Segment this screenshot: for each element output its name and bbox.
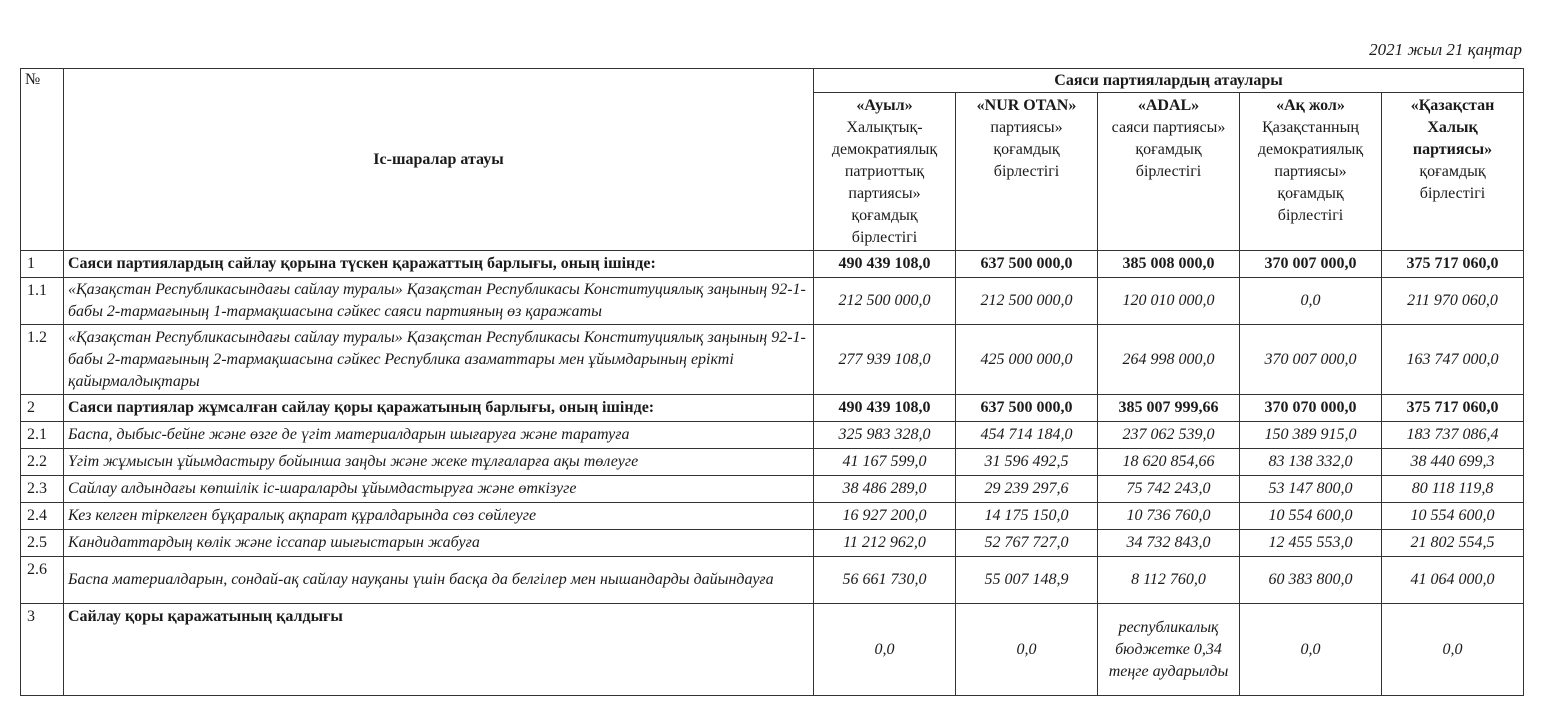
value-cell: 375 717 060,0 — [1382, 251, 1524, 278]
value-cell: 11 212 962,0 — [814, 530, 956, 557]
value-cell: 277 939 108,0 — [814, 325, 956, 395]
value-cell: 150 389 915,0 — [1240, 422, 1382, 449]
row-number: 1.2 — [21, 325, 64, 395]
table-row — [21, 476, 1524, 503]
value-cell: 10 554 600,0 — [1240, 503, 1382, 530]
table-row — [21, 422, 1524, 449]
value-cell: 183 737 086,4 — [1382, 422, 1524, 449]
row-label: Саяси партиялардың сайлау қорына түскен қаражаттың барлығы, оның ішінде: — [64, 251, 814, 278]
value-cell: 41 167 599,0 — [814, 449, 956, 476]
col-events-header: Іс-шаралар атауы — [64, 69, 814, 251]
value-cell: 10 554 600,0 — [1382, 503, 1524, 530]
value-cell: 31 596 492,5 — [956, 449, 1098, 476]
row-number: 2.5 — [21, 530, 64, 557]
table-row — [21, 278, 1524, 325]
value-cell: 264 998 000,0 — [1098, 325, 1240, 395]
value-cell: 38 486 289,0 — [814, 476, 956, 503]
row-label: Кез келген тіркелген бұқаралық ақпарат құралдарында сөз сөйлеуге — [64, 503, 814, 530]
value-cell: 454 714 184,0 — [956, 422, 1098, 449]
table-row — [21, 395, 1524, 422]
row-number: 2.4 — [21, 503, 64, 530]
value-cell: 375 717 060,0 — [1382, 395, 1524, 422]
value-cell: 637 500 000,0 — [956, 395, 1098, 422]
value-cell: 385 007 999,66 — [1098, 395, 1240, 422]
party-header-adal: «ADAL» саяси партиясы» қоғамдық бірлестігі — [1098, 93, 1240, 251]
value-cell: 490 439 108,0 — [814, 395, 956, 422]
value-cell: 0,0 — [1240, 604, 1382, 696]
value-cell: 212 500 000,0 — [956, 278, 1098, 325]
value-cell: 211 970 060,0 — [1382, 278, 1524, 325]
value-cell: 637 500 000,0 — [956, 251, 1098, 278]
party-header-auyl: «Ауыл» Халықтық-демократиялық патриоттық партиясы» қоғамдық бірлестігі — [814, 93, 956, 251]
value-cell: 8 112 760,0 — [1098, 557, 1240, 604]
header-row — [21, 69, 1524, 93]
row-number: 2 — [21, 395, 64, 422]
value-cell: 80 118 119,8 — [1382, 476, 1524, 503]
value-cell: 56 661 730,0 — [814, 557, 956, 604]
row-number: 1 — [21, 251, 64, 278]
value-cell: 16 927 200,0 — [814, 503, 956, 530]
value-cell: 18 620 854,66 — [1098, 449, 1240, 476]
row-label: Сайлау алдындағы көпшілік іс-шараларды ұйымдастыруға және өткізуге — [64, 476, 814, 503]
value-cell: 0,0 — [814, 604, 956, 696]
value-cell: 370 007 000,0 — [1240, 251, 1382, 278]
row-label: Саяси партиялар жұмсалған сайлау қоры қаражатының барлығы, оның ішінде: — [64, 395, 814, 422]
value-cell: 0,0 — [1382, 604, 1524, 696]
row-number: 2.1 — [21, 422, 64, 449]
value-cell: 38 440 699,3 — [1382, 449, 1524, 476]
value-cell: 0,0 — [1240, 278, 1382, 325]
value-cell: 29 239 297,6 — [956, 476, 1098, 503]
table-row — [21, 604, 1524, 696]
value-cell: 370 070 000,0 — [1240, 395, 1382, 422]
value-cell: 237 062 539,0 — [1098, 422, 1240, 449]
value-cell: 425 000 000,0 — [956, 325, 1098, 395]
row-label: Баспа материалдарын, сондай-ақ сайлау науқаны үшін басқа да белгілер мен нышандарды дайындауға — [64, 557, 814, 604]
table-row — [21, 325, 1524, 395]
table-row — [21, 557, 1524, 604]
table-row — [21, 503, 1524, 530]
value-cell: 52 767 727,0 — [956, 530, 1098, 557]
value-cell: 120 010 000,0 — [1098, 278, 1240, 325]
col-parties-header: Саяси партиялардың атаулары — [814, 69, 1524, 93]
value-cell: 83 138 332,0 — [1240, 449, 1382, 476]
col-number-header: № — [21, 69, 64, 251]
row-label: Үгіт жұмысын ұйымдастыру бойынша заңды және жеке тұлғаларға ақы төлеуге — [64, 449, 814, 476]
value-cell: республикалық бюджетке 0,34 теңге аударылды — [1098, 604, 1240, 696]
value-cell: 55 007 148,9 — [956, 557, 1098, 604]
value-cell: 75 742 243,0 — [1098, 476, 1240, 503]
value-cell: 212 500 000,0 — [814, 278, 956, 325]
table-row — [21, 251, 1524, 278]
party-header-halyk: «Қазақстан Халық партиясы» қоғамдық бірлестігі — [1382, 93, 1524, 251]
row-label: Баспа, дыбыс-бейне және өзге де үгіт материалдарын шығаруға және таратуға — [64, 422, 814, 449]
value-cell: 0,0 — [956, 604, 1098, 696]
row-number: 3 — [21, 604, 64, 696]
value-cell: 60 383 800,0 — [1240, 557, 1382, 604]
row-number: 2.2 — [21, 449, 64, 476]
value-cell: 490 439 108,0 — [814, 251, 956, 278]
value-cell: 41 064 000,0 — [1382, 557, 1524, 604]
value-cell: 21 802 554,5 — [1382, 530, 1524, 557]
row-label: Сайлау қоры қаражатының қалдығы — [64, 604, 814, 696]
value-cell: 10 736 760,0 — [1098, 503, 1240, 530]
value-cell: 370 007 000,0 — [1240, 325, 1382, 395]
value-cell: 14 175 150,0 — [956, 503, 1098, 530]
party-header-nur-otan: «NUR OTAN» партиясы» қоғамдық бірлестігі — [956, 93, 1098, 251]
party-header-ak-zhol: «Ақ жол» Қазақстанның демократиялық партиясы» қоғамдық бірлестігі — [1240, 93, 1382, 251]
report-date: 2021 жыл 21 қаңтар — [1369, 40, 1522, 59]
value-cell: 53 147 800,0 — [1240, 476, 1382, 503]
campaign-fund-table — [20, 68, 1524, 696]
value-cell: 34 732 843,0 — [1098, 530, 1240, 557]
value-cell: 385 008 000,0 — [1098, 251, 1240, 278]
value-cell: 163 747 000,0 — [1382, 325, 1524, 395]
row-label: Кандидаттардың көлік және іссапар шығыстарын жабуға — [64, 530, 814, 557]
row-label: «Қазақстан Республикасындағы сайлау туралы» Қазақстан Республикасы Конституциялық заңының 92-1-бабы 2-тармағының 1-тармақшасына сәйкес саяси партияның өз қаражаты — [64, 278, 814, 325]
value-cell: 325 983 328,0 — [814, 422, 956, 449]
value-cell: 12 455 553,0 — [1240, 530, 1382, 557]
row-number: 2.3 — [21, 476, 64, 503]
row-label: «Қазақстан Республикасындағы сайлау туралы» Қазақстан Республикасы Конституциялық заңының 92-1-бабы 2-тармағының 2-тармақшасына сәйкес Республика азаматтары мен ұйымдарының ерікті қайырмалдықтары — [64, 325, 814, 395]
table-row — [21, 530, 1524, 557]
table-row — [21, 449, 1524, 476]
row-number: 1.1 — [21, 278, 64, 325]
row-number: 2.6 — [21, 557, 64, 604]
